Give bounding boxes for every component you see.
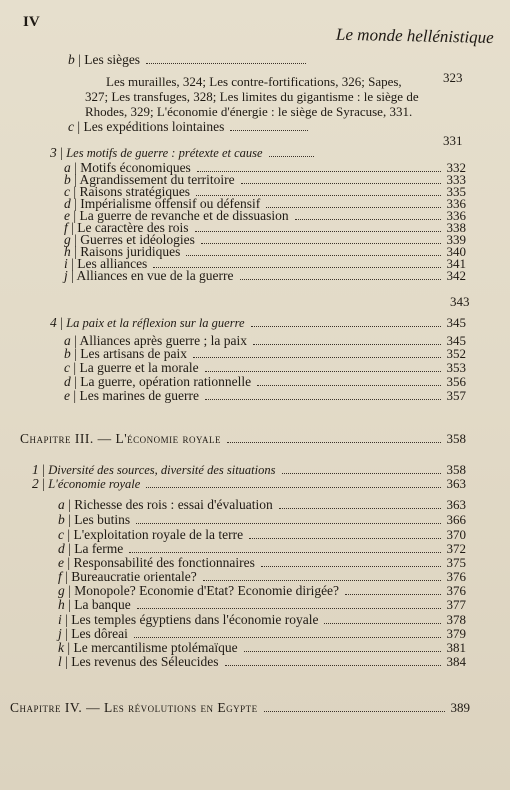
toc-entry-text: La paix et la réflexion sur la guerre — [66, 316, 245, 330]
toc-entry-label: c | Les expéditions lointaines — [68, 119, 225, 134]
toc-entry-label: b | Les artisans de paix — [64, 346, 188, 361]
toc-entry-marker: k — [58, 640, 64, 655]
dot-leader — [134, 637, 441, 638]
toc-entry-page: 376 — [446, 569, 466, 584]
dot-leader — [205, 399, 440, 400]
toc-entry-label: d | Impérialisme offensif ou défensif — [64, 196, 261, 211]
toc-entry-label: b | Les sièges — [68, 52, 141, 67]
toc-entry-page: 370 — [446, 527, 466, 542]
toc-entry-page: 345 — [446, 315, 466, 330]
toc-entry-marker: i — [64, 256, 68, 271]
toc-entry-marker: h — [58, 597, 65, 612]
toc-entry-marker: c — [58, 527, 64, 542]
toc-entry-label: 1 | Diversité des sources, diversité des situations — [32, 462, 276, 477]
toc-entry-label: g | Guerres et idéologies — [64, 232, 195, 247]
toc-entry-page: 336 — [446, 208, 466, 223]
toc-entry-label: e | Les marines de guerre — [64, 388, 200, 403]
dot-leader — [137, 608, 441, 609]
toc-entry-text: La guerre, opération rationnelle — [80, 374, 252, 389]
toc-entry-label: 4 | La paix et la réflexion sur la guerre — [50, 315, 245, 330]
toc-entry-text: Chapitre III. — L'économie royale — [20, 431, 222, 446]
toc-entry-text: L'économie royale — [48, 477, 141, 491]
toc-entry-marker: g — [58, 583, 65, 598]
toc-entry-j — [64, 268, 466, 284]
toc-entry-text: Les alliances — [77, 256, 148, 271]
dot-leader — [205, 371, 441, 372]
toc-entry-label: l | Les revenus des Séleucides — [58, 654, 219, 669]
toc-entry-page: 377 — [446, 597, 466, 612]
toc-subdetail-line: Les murailles, 324; Les contre-fortifications, 326; Sapes, — [106, 74, 402, 89]
toc-section-2 — [32, 476, 466, 492]
chapter-3-heading — [20, 431, 466, 447]
toc-entry-text: Le caractère des rois — [77, 220, 189, 235]
toc-entry-text: Raisons juridiques — [80, 244, 181, 259]
toc-entry-label: i | Les alliances — [64, 256, 148, 271]
toc-entry-label — [10, 700, 258, 716]
toc-entry-page: 352 — [446, 346, 466, 361]
toc-entry-text: Motifs économiques — [80, 160, 191, 175]
toc-entry-label: h | Raisons juridiques — [64, 244, 181, 259]
toc-entry-label: e | La guerre de revanche et de dissuasion — [64, 208, 289, 223]
toc-entry-label: h | La banque — [58, 597, 131, 612]
toc-entry-page: 353 — [446, 360, 466, 375]
toc-entry-page: 378 — [446, 612, 466, 627]
toc-entry-page: 366 — [446, 512, 466, 527]
toc-entry-marker: e — [58, 555, 64, 570]
toc-entry-marker: b — [64, 172, 71, 187]
toc-entry-text: La guerre de revanche et de dissuasion — [79, 208, 289, 223]
toc-entry-label: b | Agrandissement du territoire — [64, 172, 235, 187]
dot-leader — [230, 130, 308, 131]
toc-entry-marker: 4 — [50, 315, 57, 330]
toc-entry-page: 340 — [446, 244, 466, 259]
toc-entry-text: Bureaucratie orientale? — [71, 569, 197, 584]
toc-entry-label: c | La guerre et la morale — [64, 360, 199, 375]
toc-entry-page: 372 — [446, 541, 466, 556]
toc-entry-page: 375 — [446, 555, 466, 570]
toc-subdetail-line: 327; Les transfuges, 328; Les limites du gigantisme : le siège de — [85, 89, 419, 104]
toc-entry-page: 356 — [446, 374, 466, 389]
toc-entry-marker: j — [58, 626, 62, 641]
toc-entry-text: Raisons stratégiques — [79, 184, 191, 199]
toc-entry-label: g | Monopole? Economie d'Etat? Economie dirigée? — [58, 583, 340, 598]
toc-entry-marker: b — [68, 52, 75, 67]
toc-entry-label: a | Alliances après guerre ; la paix — [64, 333, 248, 348]
toc-page-section-3-end: 343 — [450, 294, 470, 309]
dot-leader — [279, 508, 441, 509]
toc-page-expeditions: 331 — [443, 133, 463, 148]
toc-entry-text: Richesse des rois : essai d'évaluation — [74, 497, 273, 512]
toc-entry-marker: b — [58, 512, 65, 527]
toc-entry-marker: c — [68, 119, 74, 134]
toc-entry-marker: c — [64, 184, 70, 199]
chapter-4-heading — [10, 700, 470, 716]
toc-entry-page: 333 — [446, 172, 466, 187]
toc-entry-page: 389 — [450, 700, 470, 715]
dot-leader — [240, 279, 441, 280]
toc-entry-label: a | Richesse des rois : essai d'évaluation — [58, 497, 273, 512]
toc-entry-page: 336 — [446, 196, 466, 211]
toc-entry-label: j | Alliances en vue de la guerre — [64, 268, 234, 283]
toc-entry-label: c | L'exploitation royale de la terre — [58, 527, 244, 542]
dot-leader — [324, 623, 440, 624]
toc-entry-text: Chapitre IV. — Les révolutions en Egypte — [10, 700, 258, 715]
dot-leader — [136, 523, 440, 524]
toc-subdetail-line: Rhodes, 329; L'économie d'énergie : le siège de Syracuse, 331. — [85, 104, 413, 119]
toc-entry-sieges — [68, 52, 312, 68]
toc-entry-marker: a — [58, 497, 65, 512]
toc-entry-marker: f — [64, 220, 68, 235]
toc-section-3 — [50, 145, 320, 161]
toc-entry-label: f | Le caractère des rois — [64, 220, 189, 235]
toc-entry-marker: g — [64, 232, 71, 247]
toc-entry-text: Les revenus des Séleucides — [71, 654, 219, 669]
toc-entry-text: Impérialisme offensif ou défensif — [80, 196, 261, 211]
toc-section-4 — [50, 315, 466, 331]
toc-entry-marker: j — [64, 268, 68, 283]
toc-entry-text: La banque — [74, 597, 131, 612]
toc-entry-page: 342 — [446, 268, 466, 283]
toc-entry-page: 379 — [446, 626, 466, 641]
dot-leader — [261, 566, 441, 567]
toc-entry-text: Les expéditions lointaines — [83, 119, 225, 134]
toc-entry-label: i | Les temples égyptiens dans l'économie royale — [58, 612, 319, 627]
toc-entry-text: Les dôreai — [71, 626, 128, 641]
toc-entry-label: k | Le mercantilisme ptolémaïque — [58, 640, 238, 655]
toc-entry-marker: e — [64, 208, 70, 223]
dot-leader — [146, 487, 440, 488]
toc-entry-marker: c — [64, 360, 70, 375]
toc-page-sieges: 323 — [443, 70, 463, 85]
toc-entry-marker: a — [64, 333, 71, 348]
toc-entry-marker: i — [58, 612, 62, 627]
toc-entry-marker: d — [58, 541, 65, 556]
toc-entry-page: 381 — [446, 640, 466, 655]
toc-entry-label: d | La guerre, opération rationnelle — [64, 374, 252, 389]
toc-entry-text: Le mercantilisme ptolémaïque — [73, 640, 238, 655]
dot-leader — [282, 473, 441, 474]
toc-entry-marker: d — [64, 374, 71, 389]
toc-entry-text: Les temples égyptiens dans l'économie royale — [71, 612, 319, 627]
toc-entry-text: Guerres et idéologies — [80, 232, 195, 247]
toc-entry-text: Responsabilité des fonctionnaires — [73, 555, 255, 570]
toc-entry-a — [58, 497, 466, 513]
toc-entry-marker: h — [64, 244, 71, 259]
toc-entry-e — [64, 388, 466, 404]
toc-entry-label — [20, 431, 221, 447]
dot-leader — [146, 63, 306, 64]
dot-leader — [264, 711, 445, 712]
toc-entry-page: 339 — [446, 232, 466, 247]
toc-entry-label: c | Raisons stratégiques — [64, 184, 191, 199]
toc-entry-marker: b — [64, 346, 71, 361]
dot-leader — [345, 594, 440, 595]
toc-entry-label: f | Bureaucratie orientale? — [58, 569, 197, 584]
dot-leader — [225, 665, 441, 666]
toc-entry-text: Monopole? Economie d'Etat? Economie dirigée? — [74, 583, 340, 598]
toc-entry-page: 358 — [446, 462, 466, 477]
toc-entry-page: 332 — [446, 160, 466, 175]
toc-entry-text: La ferme — [74, 541, 124, 556]
toc-entry-marker: 1 — [32, 462, 39, 477]
running-title: Le monde hellénistique — [336, 24, 495, 47]
toc-entry-page: 358 — [446, 431, 466, 446]
toc-entry-text: Les motifs de guerre : prétexte et cause — [66, 146, 263, 160]
toc-entry-label: e | Responsabilité des fonctionnaires — [58, 555, 255, 570]
toc-entry-page: 341 — [446, 256, 466, 271]
toc-entry-text: Agrandissement du territoire — [79, 172, 235, 187]
toc-entry-marker: l — [58, 654, 62, 669]
dot-leader — [227, 442, 440, 443]
dot-leader — [193, 357, 440, 358]
dot-leader — [253, 344, 440, 345]
toc-entry-marker: a — [64, 160, 71, 175]
toc-entry-label: a | Motifs économiques — [64, 160, 191, 175]
toc-entry-expeditions — [68, 119, 314, 135]
toc-entry-label: b | Les butins — [58, 512, 131, 527]
dot-leader — [203, 580, 441, 581]
toc-entry-text: L'exploitation royale de la terre — [73, 527, 244, 542]
toc-entry-text: Les butins — [74, 512, 131, 527]
toc-entry-marker: d — [64, 196, 71, 211]
toc-entry-text: La guerre et la morale — [79, 360, 199, 375]
toc-entry-text: Alliances après guerre ; la paix — [79, 333, 248, 348]
dot-leader — [269, 156, 314, 157]
toc-entry-page: 345 — [446, 333, 466, 348]
toc-entry-label: d | La ferme — [58, 541, 124, 556]
toc-entry-text: Les marines de guerre — [79, 388, 200, 403]
toc-entry-marker: 3 — [50, 145, 57, 160]
toc-entry-text: Alliances en vue de la guerre — [76, 268, 234, 283]
toc-entry-label: 2 | L'économie royale — [32, 476, 141, 491]
toc-entry-h — [58, 597, 466, 613]
toc-entry-page: 376 — [446, 583, 466, 598]
toc-entry-text: Les artisans de paix — [80, 346, 188, 361]
toc-entry-l — [58, 654, 466, 670]
toc-entry-label: j | Les dôreai — [58, 626, 128, 641]
dot-leader — [251, 326, 441, 327]
toc-entry-text: Diversité des sources, diversité des situations — [48, 463, 276, 477]
toc-entry-page: 357 — [446, 388, 466, 403]
toc-entry-page: 363 — [446, 476, 466, 491]
toc-entry-page: 363 — [446, 497, 466, 512]
dot-leader — [249, 538, 440, 539]
page-number: IV — [23, 14, 40, 30]
dot-leader — [129, 552, 440, 553]
toc-entry-page: 335 — [446, 184, 466, 199]
dot-leader — [244, 651, 441, 652]
toc-entry-page: 384 — [446, 654, 466, 669]
dot-leader — [257, 385, 440, 386]
toc-entry-label: 3 | Les motifs de guerre : prétexte et cause — [50, 145, 263, 160]
toc-entry-marker: e — [64, 388, 70, 403]
toc-entry-marker: 2 — [32, 476, 39, 491]
toc-entry-page: 338 — [446, 220, 466, 235]
toc-entry-text: Les sièges — [84, 52, 141, 67]
toc-entry-marker: f — [58, 569, 62, 584]
toc-entry-b — [58, 512, 466, 528]
